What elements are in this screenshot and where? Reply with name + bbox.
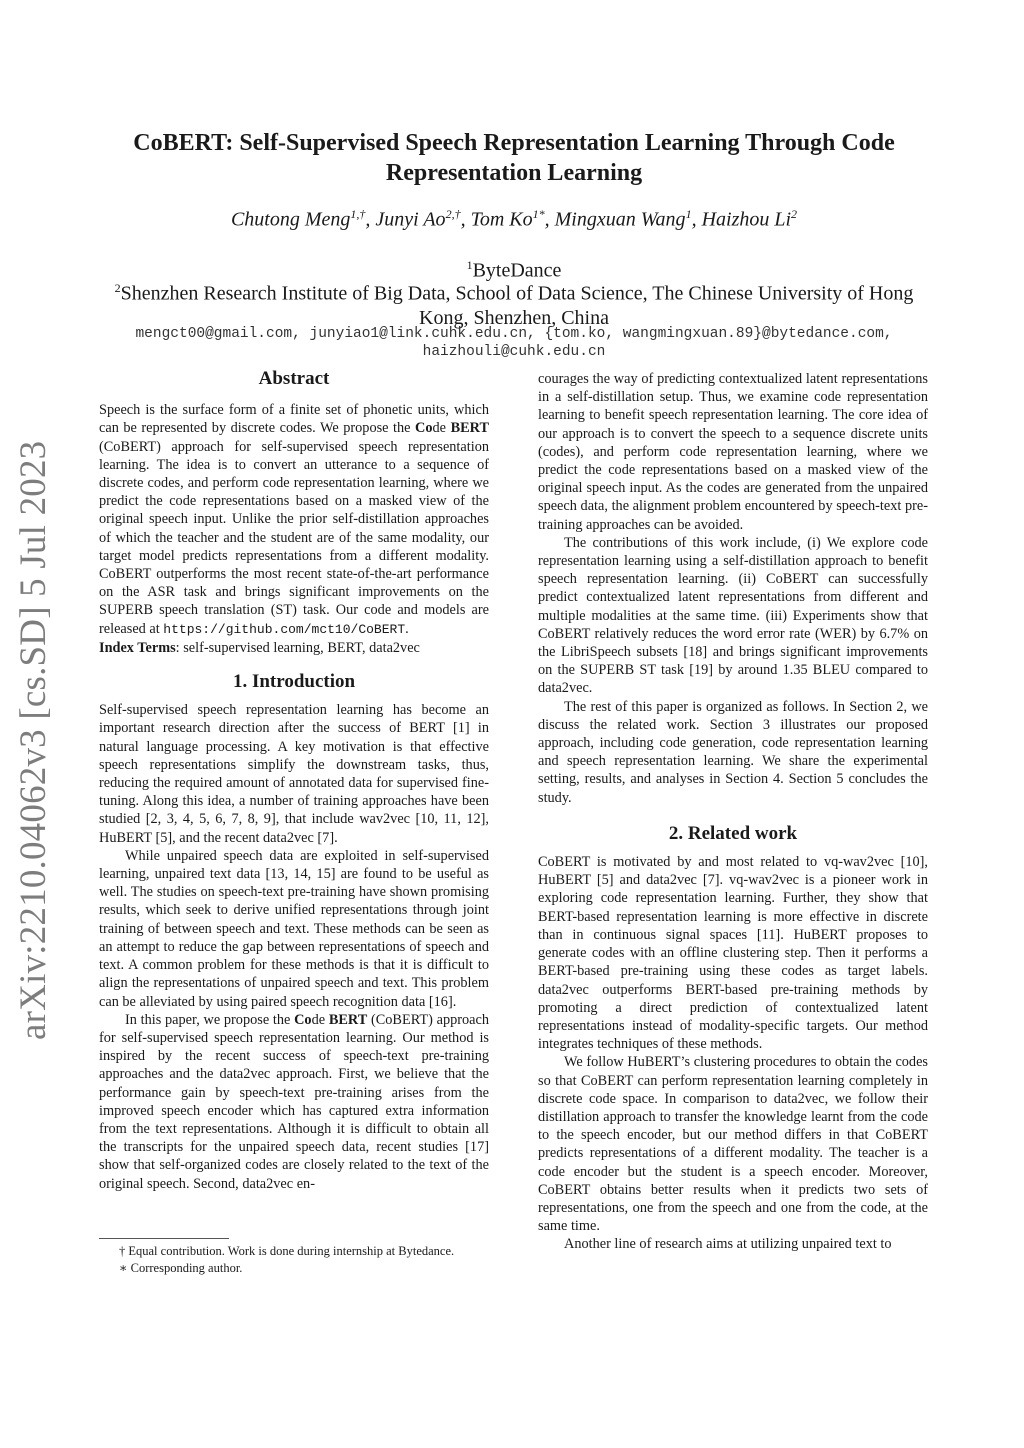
related-paragraph-3: Another line of research aims at utilizing unpaired text to: [564, 1236, 892, 1253]
intro-p3-bert-bold: BERT: [328, 1011, 368, 1028]
abstract-url-period: .: [405, 620, 409, 637]
abstract-heading: Abstract: [258, 368, 330, 389]
arxiv-identifier-stamp: arXiv:2210.04062v3 [cs.SD] 5 Jul 2023: [13, 440, 54, 1040]
abstract-bert-bold: BERT: [450, 420, 489, 437]
abstract-text-start: Speech is the surface form of a finite set of phonetic units, which can be represented by discrete codes. We propose the: [99, 402, 489, 437]
abstract-text-rest: (CoBERT) approach for self-supervised speech representation learning. The idea is to convert an utterance to a sequence of discrete codes, and perform code representation learning, where we predict the code representations based on a masked view of the original speech input. Unlike the prior self-distillation approaches of which the teacher and the student are of the same modality, our target model predicts representations from a different modality. CoBERT outperforms the most recent state-of-the-art performance on the ASR task and brings significant improvements on the SUPERB speech translation (ST) task. Our code and models are released at: [99, 438, 489, 637]
left-column: [99, 370, 489, 1193]
affiliation-2: [100, 276, 928, 330]
intro-paragraph-4: The contributions of this work include, (i) We explore code representation learning using a self-distillation approach to benefit speech representation learning. (ii) CoBERT can successfully predict contextualized latent representations from different and multiple modalities at the same time. (iii) Experiments show that CoBERT relatively reduces the word error rate (WER) by 6.7% on the LibriSpeech subsets [18] and brings significant improvements on the SUPERB ST task [19] by around 1.35 BLEU compared to data2vec.: [538, 534, 928, 697]
abstract-paragraph: [99, 401, 489, 639]
code-repository-link[interactable]: https://github.com/mct10/CoBERT: [163, 621, 406, 637]
author-separator: ,: [460, 208, 471, 231]
related-work-heading: 2. Related work: [668, 822, 798, 844]
author-affiliation-mark: 2,†: [445, 207, 461, 221]
author-emails: [100, 325, 928, 361]
author-name: Haizhou Li: [701, 208, 792, 231]
author-separator: ,: [365, 208, 376, 231]
right-column: [538, 370, 928, 1254]
author-affiliation-mark: 1: [685, 207, 692, 221]
intro-p3-start: In this paper, we propose the: [125, 1011, 295, 1028]
author-affiliation-mark: 1,†: [350, 207, 366, 221]
intro-paragraph-5: The rest of this paper is organized as follows. In Section 2, we discuss the related work. Section 3 illustrates our proposed approach, including code generation, code representation learning and speech representation learning. We share the experimental setting, results, and analyses in Section 4. Section 5 concludes the study.: [538, 698, 928, 806]
paper-title: [100, 128, 928, 188]
email-line-2: haizhouli@cuhk.edu.cn: [422, 344, 606, 360]
intro-p3-de: de: [311, 1011, 329, 1028]
intro-p3-co-bold: Co: [294, 1011, 312, 1028]
affiliation-mark: 2: [114, 281, 121, 295]
related-paragraph-2: We follow HuBERT’s clustering procedures to obtain the codes so that CoBERT can perform representation learning completely in discrete code space. In comparison to data2vec, we follow their distillation approach to transfer the knowledge learnt from the code to the speech encoder, but our method differs in that CoBERT predicts representations of a different modality. The teacher is a code encoder but the student is a speech encoder. Moreover, CoBERT obtains better results when it predicts two sets of representations, one from the speech and one from the code, at the same time.: [538, 1054, 928, 1235]
intro-paragraph-3-continued: courages the way of predicting contextualized latent representations in a self-distillation setup. Thus, we examine code representation learning to benefit speech representation learning. The core idea of our approach is to convert the speech to a sequence discrete units (codes), and perform code representation learning, where we predict the code representations based on a masked view of the original speech input. As the codes are generated from the unpaired speech data, the alignment problem encountered by speech-text pre-training approaches can be avoided.: [538, 371, 928, 533]
index-terms-label: Index Terms: [99, 639, 176, 656]
index-terms: [99, 639, 489, 657]
footnote-equal-contribution: † Equal contribution. Work is done during internship at Bytedance.: [119, 1244, 455, 1258]
author-name: Chutong Meng: [230, 208, 351, 231]
intro-paragraph-2: While unpaired speech data are exploited in self-supervised learning, unpaired text data [13, 14, 15] are found to be useful as well. The studies on speech-text pre-training have shown promising results, which seek to derive unified representations through joint training of between speech and text. These methods can be seen as an attempt to reduce the gap between representations of speech and text. A common problem for these methods is that it is difficult to align the representations of unpaired speech and text. This problem can be alleviated by using paired speech recognition data [16].: [99, 847, 489, 1010]
title-line-2: Representation Learning: [385, 160, 643, 186]
title-line-1: CoBERT: Self-Supervised Speech Representation Learning Through Code: [133, 130, 895, 156]
author-separator: ,: [544, 208, 555, 231]
related-paragraph-1: CoBERT is motivated by and most related to vq-wav2vec [10], HuBERT [5] and data2vec [7]. vq-wav2vec is a pioneer work in exploring code representation learning. Further, they show that BERT-based representation learning is more effective in discrete than in continuous signal spaces [11]. HuBERT proposes to generate codes with an offline clustering step. Then it performs a BERT-based pre-training using these codes as target labels. data2vec outperforms BERT-based pre-training methods by promoting a direct prediction of contextualized latent representations instead of modality-specific targets. Our method integrates techniques of these methods.: [538, 854, 928, 1053]
author-affiliation-mark: 1*: [532, 207, 545, 221]
footnotes: [99, 1238, 489, 1277]
author-affiliation-mark: 2: [791, 207, 798, 221]
footnote-corresponding-author: ∗ Corresponding author.: [119, 1261, 243, 1275]
abstract-co-bold: Co: [415, 420, 433, 437]
introduction-heading: 1. Introduction: [232, 671, 356, 693]
email-line-1: mengct00@gmail.com, junyiao1@link.cuhk.edu.cn, {tom.ko, wangmingxuan.89}@bytedance.com,: [135, 326, 893, 342]
affiliation-text: Shenzhen Research Institute of Big Data, School of Data Science, The Chinese University of Hong Kong, Shenzhen, China: [120, 282, 914, 329]
intro-paragraph-1: Self-supervised speech representation learning has become an important research direction after the success of BERT [1] in natural language processing. A key motivation is that effective speech representations simplify the downstream tasks, thus, reducing the required amount of annotated data for supervised fine-tuning. Along this idea, a number of training approaches have been studied [2, 3, 4, 5, 6, 7, 8, 9], that include wav2vec [10, 11, 12], HuBERT [5], and the recent data2vec [7].: [99, 702, 489, 846]
author-list: [100, 207, 928, 232]
author-separator: ,: [691, 208, 702, 231]
abstract-de-text: de: [432, 420, 451, 437]
footnote-rule: [99, 1238, 229, 1239]
intro-p3-rest: (CoBERT) approach for self-supervised speech representation learning. Our method is inspired by the recent success of speech-text pre-training approaches and the data2vec approach. First, we believe that the performance gain by speech-text pre-training arises from the improved speech encoder which has captured extra information from the text representations. Although it is difficult to obtain all the transcripts for the unpaired speech data, recent studies [17] show that self-organized codes are closely related to the text of the original speech. Second, data2vec en-: [99, 1011, 489, 1192]
author-name: Tom Ko: [470, 208, 533, 231]
author-name: Junyi Ao: [375, 208, 446, 231]
affiliation-mark: 1: [466, 258, 473, 272]
intro-paragraph-3: [99, 1011, 489, 1193]
index-terms-text: : self-supervised learning, BERT, data2vec: [175, 639, 420, 656]
affiliation-text: ByteDance: [472, 259, 562, 282]
author-name: Mingxuan Wang: [554, 208, 686, 231]
